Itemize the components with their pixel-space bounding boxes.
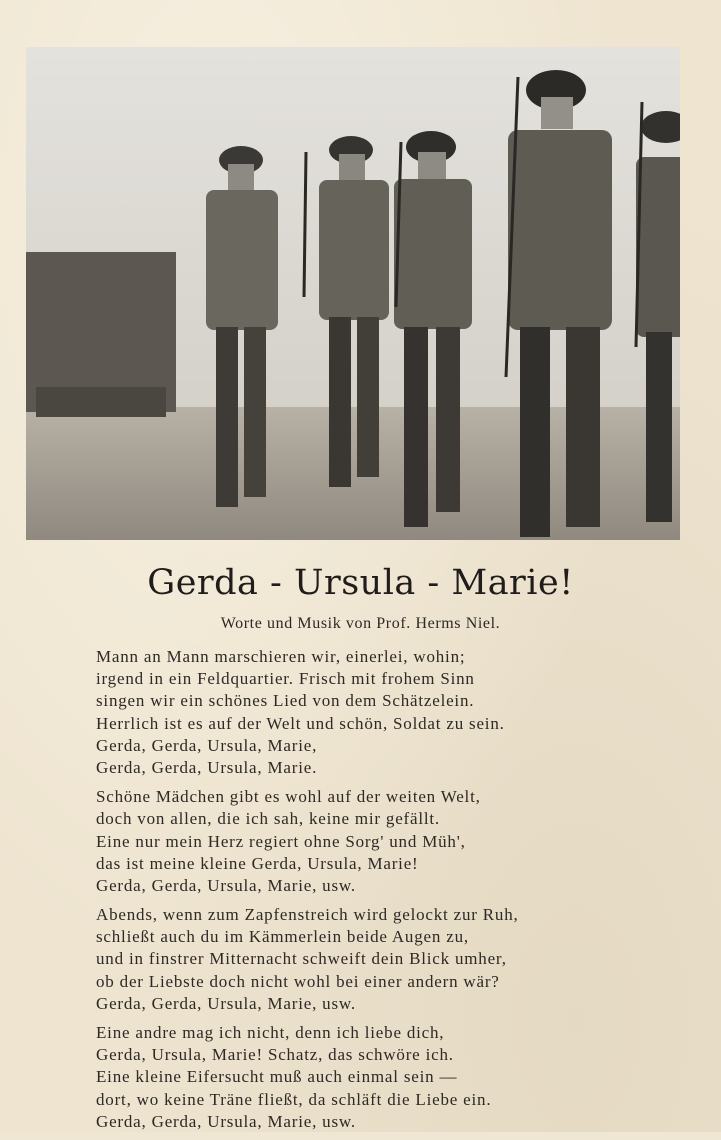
stanza-1 bbox=[96, 646, 656, 779]
lyric-line: Gerda, Gerda, Ursula, Marie, bbox=[96, 735, 318, 755]
lyric-line: schließt auch du im Kämmerlein beide Augen zu, bbox=[96, 927, 469, 947]
stanza-3 bbox=[96, 904, 656, 1015]
lyric-line: singen wir ein schönes Lied von dem Schätzelein. bbox=[96, 691, 475, 711]
lyric-line: Gerda, Gerda, Ursula, Marie, usw. bbox=[96, 1111, 356, 1131]
lyric-line: Eine kleine Eifersucht muß auch einmal sein — bbox=[96, 1067, 458, 1087]
lyric-line: Eine andre mag ich nicht, denn ich liebe dich, bbox=[96, 1023, 445, 1042]
lyric-line: Gerda, Gerda, Ursula, Marie. bbox=[96, 757, 318, 777]
stanza-4 bbox=[96, 1022, 656, 1133]
song-credits: Worte und Musik von Prof. Herms Niel. bbox=[220, 615, 501, 632]
lyric-line: dort, wo keine Träne fließt, da schläft die Liebe ein. bbox=[96, 1089, 492, 1109]
lyric-line: Gerda, Gerda, Ursula, Marie, usw. bbox=[96, 993, 356, 1013]
lyric-line: Gerda, Ursula, Marie! Schatz, das schwöre ich. bbox=[96, 1045, 454, 1065]
lyric-line: doch von allen, die ich sah, keine mir gefällt. bbox=[96, 809, 440, 829]
lyric-line: Abends, wenn zum Zapfenstreich wird gelockt zur Ruh, bbox=[96, 905, 519, 925]
lyric-line: Herrlich ist es auf der Welt und schön, Soldat zu sein. bbox=[96, 713, 505, 733]
stanza-2 bbox=[96, 786, 656, 897]
lyric-line: Eine nur mein Herz regiert ohne Sorg' und Müh', bbox=[96, 831, 466, 851]
lyric-line: ob der Liebste doch nicht wohl bei einer andern wär? bbox=[96, 971, 500, 991]
lyric-line: Schöne Mädchen gibt es wohl auf der weiten Welt, bbox=[96, 787, 481, 807]
lyrics bbox=[96, 646, 656, 1140]
lyric-line: irgend in ein Feldquartier. Frisch mit frohem Sinn bbox=[96, 669, 475, 689]
lyric-line: und in finstrer Mitternacht schweift dein Blick umher, bbox=[96, 949, 507, 969]
song-title: Gerda - Ursula - Marie! bbox=[147, 563, 574, 603]
lyric-line: das ist meine kleine Gerda, Ursula, Marie! bbox=[96, 853, 419, 873]
lyric-line: Gerda, Gerda, Ursula, Marie, usw. bbox=[96, 875, 356, 895]
lyric-line: Mann an Mann marschieren wir, einerlei, wohin; bbox=[96, 647, 466, 666]
marching-soldiers-photo bbox=[26, 47, 680, 540]
